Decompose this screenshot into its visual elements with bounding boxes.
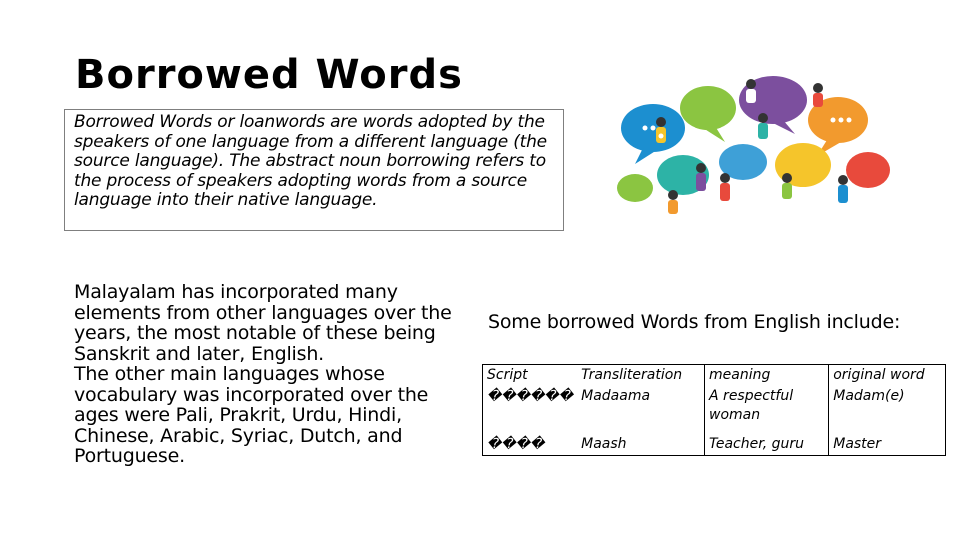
paragraph-2: The other main languages whose vocabulary was incorporated over the ages were Pali, Prakrit, Urdu, Hindi, Chinese, Arabic, Syriac, Dutch, and Portuguese. bbox=[74, 363, 429, 467]
cell-transliteration: Maash bbox=[577, 426, 704, 456]
table-heading: Some borrowed Words from English include: bbox=[488, 311, 901, 333]
header-transliteration: Transliteration bbox=[577, 365, 704, 387]
definition-box: Borrowed Words or loanwords are words adopted by the speakers of one language from a different language (the source language). The abstract noun borrowing refers to the process of speakers adopting words from a source language into their native language. bbox=[64, 109, 564, 231]
header-script: Script bbox=[487, 367, 528, 383]
paragraph-1: Malayalam has incorporated many elements from other languages over the years, the most notable of these being Sanskrit and later, English. bbox=[74, 281, 452, 365]
table-header-row bbox=[483, 365, 946, 387]
cell-transliteration: Madaama bbox=[577, 386, 704, 426]
cell-meaning: A respectful woman bbox=[705, 386, 829, 426]
table-row bbox=[483, 386, 946, 426]
header-meaning: meaning bbox=[705, 365, 829, 387]
cell-script: ������ bbox=[487, 388, 574, 404]
table-row bbox=[483, 426, 946, 456]
borrowed-words-table bbox=[482, 364, 946, 456]
cell-script: ���� bbox=[487, 436, 545, 452]
slide-title: Borrowed Words bbox=[75, 52, 463, 98]
malayalam-description bbox=[74, 282, 454, 467]
cell-meaning: Teacher, guru bbox=[705, 426, 829, 456]
people-chat-bubbles-illustration bbox=[613, 70, 893, 216]
cell-original-word: Master bbox=[833, 436, 882, 452]
header-original-word: original word bbox=[833, 367, 925, 383]
cell-original-word: Madam(e) bbox=[833, 388, 905, 404]
